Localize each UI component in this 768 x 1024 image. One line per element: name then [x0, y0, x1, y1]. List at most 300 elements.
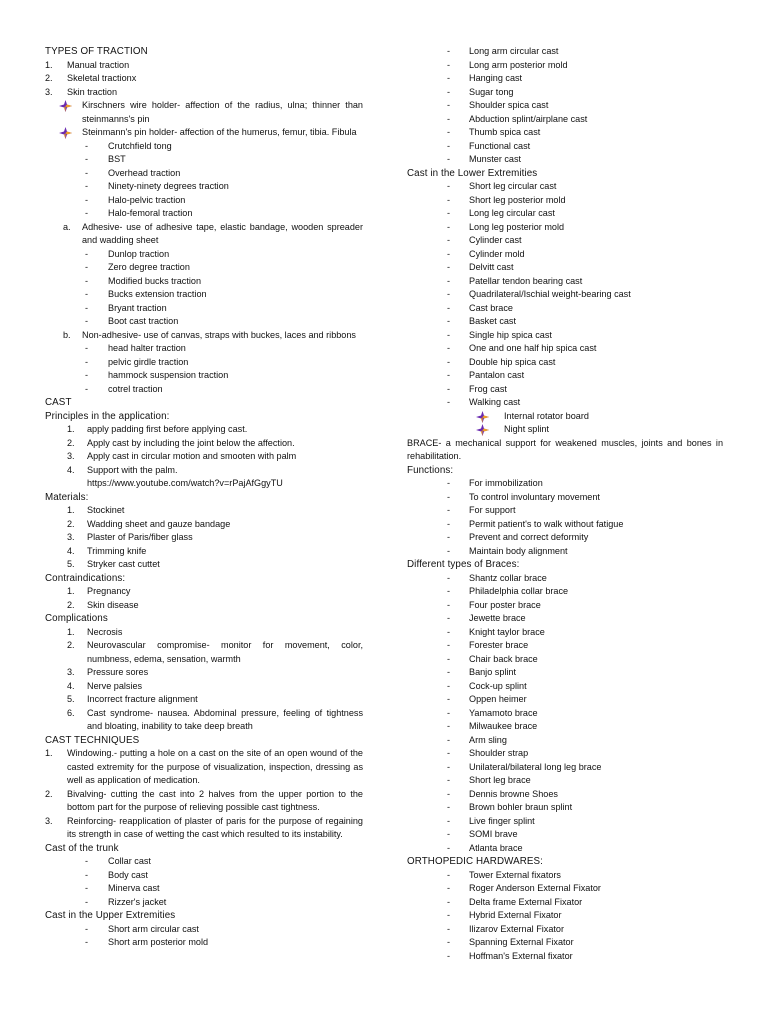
- hardware-item: [407, 869, 723, 883]
- bullet-marker: -: [85, 167, 89, 178]
- cast-list-item: [407, 72, 723, 86]
- complication-item: [45, 693, 363, 707]
- bullet-marker: -: [447, 869, 451, 880]
- bullet-marker: -: [447, 923, 451, 934]
- bullet-marker: -: [447, 734, 451, 745]
- bullet-marker: -: [447, 518, 451, 529]
- item-text: head halter traction: [108, 343, 186, 353]
- bullet-marker: -: [447, 707, 451, 718]
- item-text: Hybrid External Fixator: [469, 910, 562, 920]
- bullet-marker: -: [447, 86, 451, 97]
- technique-item: [45, 747, 363, 788]
- brace-item: [407, 639, 723, 653]
- material-item: [45, 531, 363, 545]
- item-text: Munster cast: [469, 154, 522, 164]
- pin-holder-item: [45, 99, 363, 126]
- bullet-marker: -: [85, 154, 89, 164]
- left-column: [45, 45, 363, 950]
- section-heading: TYPES OF TRACTION: [45, 46, 148, 57]
- bullet-marker: 3.: [67, 451, 75, 461]
- traction-list-item: [45, 261, 363, 275]
- bullet-marker: -: [447, 667, 451, 677]
- hardware-item: [407, 909, 723, 923]
- cast-list-item: [407, 126, 723, 140]
- subsection-heading: Contraindications:: [45, 572, 126, 584]
- bullet-marker: -: [447, 275, 451, 286]
- item-text: Pregnancy: [87, 586, 131, 596]
- bullet-marker: -: [447, 505, 451, 515]
- bullet-marker: -: [447, 937, 451, 947]
- right-column: [407, 45, 723, 963]
- item-text: Cast brace: [469, 302, 513, 313]
- item-text: Short arm circular cast: [108, 923, 199, 934]
- item-text: Apply cast in circular motion and smooten with palm: [87, 451, 297, 461]
- item-text: Support with the palm.: [87, 464, 178, 475]
- principle-item: [45, 423, 363, 437]
- bullet-marker: -: [447, 46, 451, 56]
- item-text: Thumb spica cast: [469, 127, 541, 137]
- item-text: Wadding sheet and gauze bandage: [87, 518, 231, 529]
- bullet-marker: -: [447, 680, 451, 691]
- bullet-marker: -: [85, 856, 89, 866]
- complication-item: [45, 680, 363, 694]
- item-text: Oppen heimer: [469, 694, 527, 704]
- contraindication-item: [45, 585, 363, 599]
- item-text: Four poster brace: [469, 599, 541, 610]
- bullet-marker: 3.: [45, 815, 53, 826]
- bullet-marker: 5.: [67, 559, 75, 569]
- item-text: Steinmann's pin holder- affection of the humerus, femur, tibia. Fibula: [82, 127, 357, 137]
- brace-item: [407, 653, 723, 667]
- pin-holder-item: [45, 126, 363, 140]
- item-text: cotrel traction: [108, 383, 163, 394]
- function-item: [407, 545, 723, 559]
- bullet-marker: -: [447, 532, 451, 542]
- complication-item: [45, 639, 363, 666]
- bullet-marker: -: [447, 640, 451, 650]
- bullet-marker: -: [447, 950, 451, 961]
- bullet-marker: 3.: [67, 532, 75, 542]
- item-text: BST: [108, 154, 126, 164]
- bullet-marker: -: [85, 194, 89, 205]
- bullet-marker: -: [447, 73, 451, 83]
- bullet-marker: -: [85, 208, 89, 218]
- item-text: Incorrect fracture alignment: [87, 694, 198, 704]
- bullet-marker: -: [447, 829, 451, 839]
- bullet-marker: -: [85, 370, 89, 380]
- bullet-marker: 4.: [67, 464, 75, 475]
- technique-item: [45, 815, 363, 842]
- item-text: Unilateral/bilateral long leg brace: [469, 761, 602, 772]
- function-item: [407, 491, 723, 505]
- traction-list-item: [45, 383, 363, 397]
- bullet-star-icon: [59, 100, 72, 117]
- bullet-marker: -: [447, 842, 451, 853]
- brace-item: [407, 842, 723, 856]
- item-text: Skeletal tractionx: [67, 73, 137, 83]
- bullet-marker: -: [447, 815, 451, 826]
- bullet-marker: -: [447, 127, 451, 137]
- item-text: For immobilization: [469, 478, 543, 488]
- traction-list-item: [45, 180, 363, 194]
- function-item: [407, 531, 723, 545]
- bullet-marker: -: [447, 248, 451, 259]
- item-text: Yamamoto brace: [469, 707, 538, 718]
- item-text: Permit patient's to walk without fatigue: [469, 518, 624, 529]
- brace-item: [407, 747, 723, 761]
- section-heading: CAST TECHNIQUES: [45, 734, 140, 746]
- bullet-marker: -: [85, 343, 89, 353]
- item-text: Frog cast: [469, 383, 507, 394]
- traction-list-item: [45, 207, 363, 221]
- bullet-marker: -: [447, 289, 451, 299]
- hardware-item: [407, 950, 723, 964]
- item-text: Single hip spica cast: [469, 329, 552, 340]
- cast-list-item: [407, 302, 723, 316]
- brace-item: [407, 626, 723, 640]
- bullet-marker: -: [85, 883, 89, 893]
- item-text: Stockinet: [87, 505, 125, 515]
- item-text: Milwaukee brace: [469, 721, 538, 731]
- bullet-marker: b.: [63, 329, 71, 340]
- bullet-marker: 2.: [67, 518, 75, 529]
- cast-list-item: [407, 329, 723, 343]
- bullet-marker: -: [447, 59, 451, 70]
- non-adhesive-item: [45, 329, 363, 343]
- item-text: Pressure sores: [87, 667, 149, 677]
- item-text: Hoffman's External fixator: [469, 950, 573, 961]
- item-text: Shoulder spica cast: [469, 100, 549, 110]
- item-text: Banjo splint: [469, 667, 517, 677]
- cast-list-item: [407, 86, 723, 100]
- item-text: Double hip spica cast: [469, 356, 556, 367]
- brace-item: [407, 599, 723, 613]
- bullet-marker: -: [85, 316, 89, 326]
- hardware-item: [407, 936, 723, 950]
- item-text: Hanging cast: [469, 73, 523, 83]
- item-text: Rizzer's jacket: [108, 896, 167, 907]
- item-text: Halo-femoral traction: [108, 208, 193, 218]
- cast-list-item: [407, 153, 723, 167]
- item-text: Internal rotator board: [504, 410, 589, 421]
- item-text: Long arm posterior mold: [469, 59, 568, 70]
- item-text: Patellar tendon bearing cast: [469, 275, 583, 286]
- brace-item: [407, 815, 723, 829]
- item-text: pelvic girdle traction: [108, 356, 189, 367]
- traction-list-item: [45, 275, 363, 289]
- bullet-marker: 2.: [67, 599, 75, 610]
- traction-type-item: [45, 59, 363, 73]
- bullet-marker: 4.: [67, 680, 75, 691]
- bullet-marker: -: [447, 370, 451, 380]
- bullet-marker: -: [447, 883, 451, 893]
- cast-list-item: [407, 207, 723, 221]
- cast-list-item: [45, 896, 363, 910]
- bullet-marker: 3.: [67, 667, 75, 677]
- brace-item: [407, 761, 723, 775]
- item-text: Roger Anderson External Fixator: [469, 883, 601, 893]
- material-item: [45, 504, 363, 518]
- item-text: Nerve palsies: [87, 680, 143, 691]
- bullet-marker: -: [85, 356, 89, 367]
- traction-list-item: [45, 153, 363, 167]
- adhesive-item: [45, 221, 363, 248]
- item-text: Overhead traction: [108, 167, 181, 178]
- bullet-marker: -: [447, 626, 451, 637]
- bullet-marker: 2.: [67, 640, 75, 650]
- subsection-heading: Cast in the Lower Extremities: [407, 167, 538, 179]
- material-item: [45, 558, 363, 572]
- cast-list-item: [45, 855, 363, 869]
- bullet-marker: -: [447, 100, 451, 110]
- bullet-marker: -: [85, 383, 89, 394]
- traction-list-item: [45, 356, 363, 370]
- brace-definition-text: BRACE- a mechanical support for weakened muscles, joints and bones in rehabilitation.: [407, 437, 723, 461]
- item-text: Pantalon cast: [469, 370, 525, 380]
- subsection-heading: Principles in the application:: [45, 410, 170, 422]
- item-text: Short leg brace: [469, 775, 531, 785]
- item-text: Long leg posterior mold: [469, 221, 565, 232]
- bullet-marker: -: [447, 343, 451, 353]
- cast-list-item: [407, 248, 723, 262]
- bullet-marker: -: [447, 154, 451, 164]
- traction-type-item: [45, 72, 363, 86]
- brace-item: [407, 585, 723, 599]
- item-text: Non-adhesive- use of canvas, straps with buckes, laces and ribbons: [82, 329, 356, 340]
- cast-list-item: [45, 923, 363, 937]
- cast-list-item: [407, 140, 723, 154]
- cast-list-item: [45, 869, 363, 883]
- item-text: Jewette brace: [469, 613, 526, 623]
- item-text: Quadrilateral/Ischial weight-bearing cast: [469, 289, 631, 299]
- bullet-marker: 1.: [45, 748, 53, 758]
- item-text: Tower External fixators: [469, 869, 561, 880]
- brace-item: [407, 774, 723, 788]
- bullet-marker: -: [447, 896, 451, 907]
- cast-list-item: [407, 383, 723, 397]
- cast-list-item: [407, 315, 723, 329]
- item-text: Bivalving- cutting the cast into 2 halves from the upper portion to the bottom part for the purpose of relieving possible cast tightness.: [67, 788, 363, 812]
- brace-item: [407, 788, 723, 802]
- principle-item: [45, 450, 363, 464]
- bullet-marker: a.: [63, 221, 71, 232]
- item-text: Abduction splint/airplane cast: [469, 113, 588, 124]
- item-text: Body cast: [108, 869, 148, 880]
- bullet-marker: -: [447, 788, 451, 799]
- item-text: Neurovascular compromise- monitor for movement, color, numbness, edema, sensation, warmth: [87, 640, 363, 664]
- cast-list-item: [407, 113, 723, 127]
- item-text: For support: [469, 505, 516, 515]
- cast-list-item: [407, 234, 723, 248]
- brace-item: [407, 612, 723, 626]
- item-text: Reinforcing- reapplication of plaster of paris for the purpose of regaining its strength in case of wetting the cast which resulted to its instability.: [67, 815, 363, 839]
- bullet-marker: 6.: [67, 707, 75, 718]
- bullet-marker: -: [85, 289, 89, 299]
- subsection-heading: Cast in the Upper Extremities: [45, 910, 176, 921]
- walking-cast-sub-item: [407, 410, 723, 424]
- brace-item: [407, 801, 723, 815]
- item-text: Bucks extension traction: [108, 289, 207, 299]
- bullet-marker: -: [447, 235, 451, 245]
- item-text: Windowing.- putting a hole on a cast on the site of an open wound of the casted extremity for the purpose of visualization, inspection, dressing as well as application of medication.: [67, 748, 363, 785]
- item-text: Collar cast: [108, 856, 151, 866]
- brace-definition: [407, 437, 723, 464]
- bullet-marker: -: [447, 761, 451, 772]
- bullet-marker: -: [85, 248, 89, 259]
- item-text: Adhesive- use of adhesive tape, elastic bandage, wooden spreader and wadding sheet: [82, 221, 363, 245]
- bullet-marker: -: [447, 181, 451, 191]
- item-text: Apply cast by including the joint below the affection.: [87, 437, 295, 448]
- bullet-marker: 1.: [67, 586, 75, 596]
- item-text: Forester brace: [469, 640, 529, 650]
- item-text: Ilizarov External Fixator: [469, 923, 565, 934]
- item-text: Prevent and correct deformity: [469, 532, 589, 542]
- bullet-marker: 4.: [67, 545, 75, 556]
- cast-list-item: [407, 45, 723, 59]
- bullet-marker: -: [447, 694, 451, 704]
- item-text: Chair back brace: [469, 653, 538, 664]
- cast-list-item: [45, 936, 363, 950]
- subsection-heading: Functions:: [407, 464, 454, 476]
- bullet-marker: -: [447, 397, 451, 407]
- bullet-marker: -: [447, 478, 451, 488]
- brace-item: [407, 707, 723, 721]
- cast-list-item: [407, 99, 723, 113]
- item-text: Crutchfield tong: [108, 140, 172, 151]
- bullet-marker: 1.: [67, 424, 75, 434]
- bullet-marker: -: [447, 545, 451, 556]
- bullet-marker: 2.: [45, 73, 53, 83]
- item-text: Dunlop traction: [108, 248, 170, 259]
- item-text: Walking cast: [469, 397, 521, 407]
- bullet-marker: -: [447, 599, 451, 610]
- item-text: SOMI brave: [469, 829, 518, 839]
- brace-item: [407, 666, 723, 680]
- youtube-link[interactable]: https://www.youtube.com/watch?v=rPajAfGgyTU: [87, 478, 283, 488]
- bullet-marker: 2.: [67, 437, 75, 448]
- item-text: Cylinder mold: [469, 248, 525, 259]
- item-text: Stryker cast cuttet: [87, 559, 160, 569]
- item-text: Brown bohler braun splint: [469, 802, 573, 812]
- bullet-marker: 1.: [67, 505, 75, 515]
- section-heading: ORTHOPEDIC HARDWARES:: [407, 856, 544, 867]
- cast-list-item: [407, 369, 723, 383]
- hardware-item: [407, 896, 723, 910]
- material-item: [45, 518, 363, 532]
- traction-list-item: [45, 140, 363, 154]
- item-text: Arm sling: [469, 734, 507, 745]
- traction-list-item: [45, 369, 363, 383]
- bullet-marker: -: [85, 302, 89, 313]
- item-text: Kirschners wire holder- affection of the radius, ulna; thinner than steinmanns's pin: [82, 100, 363, 124]
- bullet-marker: -: [85, 181, 89, 191]
- item-text: Philadelphia collar brace: [469, 586, 569, 596]
- technique-item: [45, 788, 363, 815]
- item-text: Atlanta brace: [469, 842, 523, 853]
- complication-item: [45, 707, 363, 734]
- bullet-marker: 2.: [45, 788, 53, 799]
- item-text: Manual traction: [67, 59, 130, 70]
- item-text: Short leg posterior mold: [469, 194, 566, 205]
- item-text: Dennis browne Shoes: [469, 788, 558, 799]
- cast-list-item: [407, 275, 723, 289]
- complication-item: [45, 626, 363, 640]
- item-text: Spanning External Fixator: [469, 937, 574, 947]
- brace-item: [407, 572, 723, 586]
- hardware-item: [407, 882, 723, 896]
- principle-item: [45, 437, 363, 451]
- bullet-marker: -: [447, 356, 451, 367]
- bullet-marker: -: [447, 316, 451, 326]
- cast-list-item: [407, 261, 723, 275]
- bullet-marker: -: [447, 653, 451, 664]
- subsection-heading: Cast of the trunk: [45, 842, 119, 854]
- bullet-marker: -: [447, 113, 451, 124]
- bullet-marker: -: [447, 775, 451, 785]
- bullet-marker: -: [447, 748, 451, 758]
- item-text: Night splint: [504, 424, 549, 434]
- bullet-marker: -: [447, 329, 451, 340]
- bullet-marker: -: [447, 491, 451, 502]
- brace-item: [407, 734, 723, 748]
- item-text: Plaster of Paris/fiber glass: [87, 532, 193, 542]
- item-text: Live finger splint: [469, 815, 535, 826]
- item-text: apply padding first before applying cast.: [87, 424, 248, 434]
- bullet-marker: -: [85, 896, 89, 907]
- item-text: Basket cast: [469, 316, 517, 326]
- cast-list-item: [407, 396, 723, 410]
- cast-list-item: [407, 356, 723, 370]
- traction-list-item: [45, 167, 363, 181]
- hardware-item: [407, 923, 723, 937]
- cast-list-item: [407, 180, 723, 194]
- item-text: Bryant traction: [108, 302, 167, 313]
- item-text: Cast syndrome- nausea. Abdominal pressure, feeling of tightness and bloating, inability to take deep breath: [87, 707, 363, 731]
- function-item: [407, 477, 723, 491]
- bullet-marker: -: [447, 262, 451, 272]
- item-text: To control involuntary movement: [469, 491, 600, 502]
- bullet-marker: -: [85, 275, 89, 286]
- bullet-marker: -: [447, 721, 451, 731]
- cast-list-item: [45, 882, 363, 896]
- subsection-heading: Complications: [45, 613, 108, 624]
- cast-list-item: [407, 59, 723, 73]
- subsection-heading: Materials:: [45, 491, 89, 503]
- cast-list-item: [407, 288, 723, 302]
- item-text: Necrosis: [87, 626, 123, 637]
- traction-list-item: [45, 194, 363, 208]
- brace-item: [407, 693, 723, 707]
- bullet-marker: -: [447, 140, 451, 151]
- walking-cast-sub-item: [407, 423, 723, 437]
- item-text: Functional cast: [469, 140, 531, 151]
- bullet-marker: -: [447, 208, 451, 218]
- bullet-marker: 1.: [67, 626, 75, 637]
- item-text: Knight taylor brace: [469, 626, 545, 637]
- item-text: Skin traction: [67, 86, 118, 97]
- bullet-marker: -: [447, 383, 451, 394]
- bullet-marker: -: [447, 302, 451, 313]
- item-text: Short arm posterior mold: [108, 937, 209, 947]
- brace-item: [407, 680, 723, 694]
- bullet-marker: 3.: [45, 86, 53, 97]
- brace-item: [407, 720, 723, 734]
- bullet-marker: -: [447, 572, 451, 583]
- item-text: Boot cast traction: [108, 316, 179, 326]
- traction-type-item: [45, 86, 363, 100]
- item-text: Skin disease: [87, 599, 139, 610]
- bullet-marker: -: [85, 869, 89, 880]
